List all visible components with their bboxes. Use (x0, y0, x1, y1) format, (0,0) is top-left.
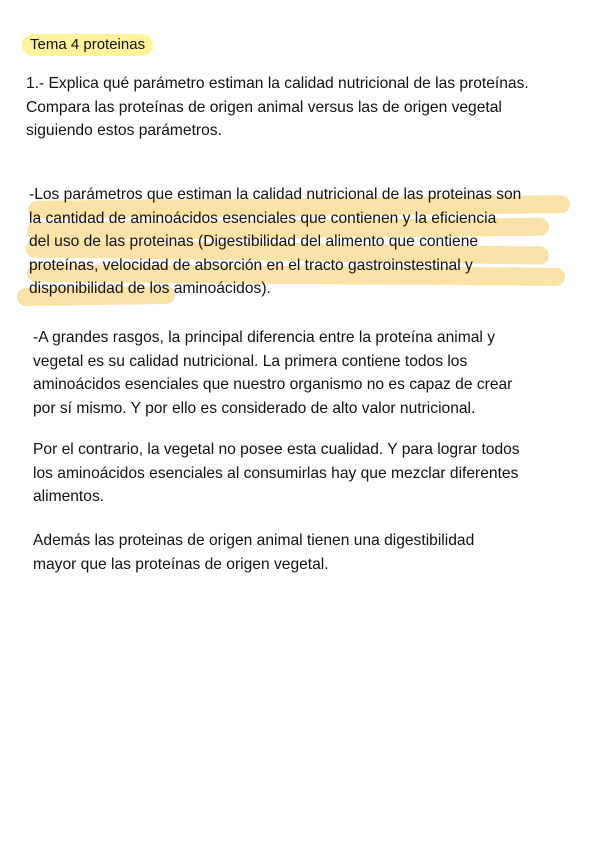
answer-paragraph-highlighted (29, 183, 521, 301)
answer-line: la cantidad de aminoácidos esenciales que contienen y la eficiencia (29, 209, 497, 227)
title-text: Tema 4 proteinas (30, 36, 146, 53)
page-title (22, 34, 153, 56)
answer-line: -Los parámetros que estiman la calidad nutricional de las proteinas son (29, 186, 522, 203)
comparison-paragraph (33, 326, 512, 420)
digestibility-paragraph (33, 529, 474, 576)
paragraph-line: Por el contrario, la vegetal no posee esta cualidad. Y para lograr todos (33, 441, 520, 458)
paragraph-line: alimentos. (33, 488, 105, 505)
paragraph-line: aminoácidos esenciales que nuestro organismo no es capaz de crear (33, 376, 513, 393)
paragraph-line: por sí mismo. Y por ello es considerado de alto valor nutricional. (33, 399, 476, 417)
paragraph-line: mayor que las proteínas de origen vegetal. (33, 555, 329, 573)
paragraph-line: vegetal es su calidad nutricional. La primera contiene todos los (33, 352, 468, 370)
vegetal-paragraph (33, 438, 520, 509)
answer-line: disponibilidad de los aminoácidos). (29, 280, 271, 297)
answer-line: del uso de las proteinas (Digestibilidad del alimento que contiene (29, 233, 479, 250)
answer-line: proteínas, velocidad de absorción en el tracto gastroinstestinal y (29, 256, 473, 274)
paragraph-line: los aminoácidos esenciales al consumirlas hay que mezclar diferentes (33, 464, 519, 482)
question-line: Compara las proteínas de origen animal versus las de origen vegetal (26, 98, 502, 116)
question-line: siguiendo estos parámetros. (26, 122, 222, 139)
question-paragraph (26, 72, 529, 143)
paragraph-line: -A grandes rasgos, la principal diferencia entre la proteína animal y (33, 329, 496, 346)
question-line: 1.- Explica qué parámetro estiman la calidad nutricional de las proteínas. (26, 75, 529, 92)
paragraph-line: Además las proteinas de origen animal tienen una digestibilidad (33, 532, 475, 549)
